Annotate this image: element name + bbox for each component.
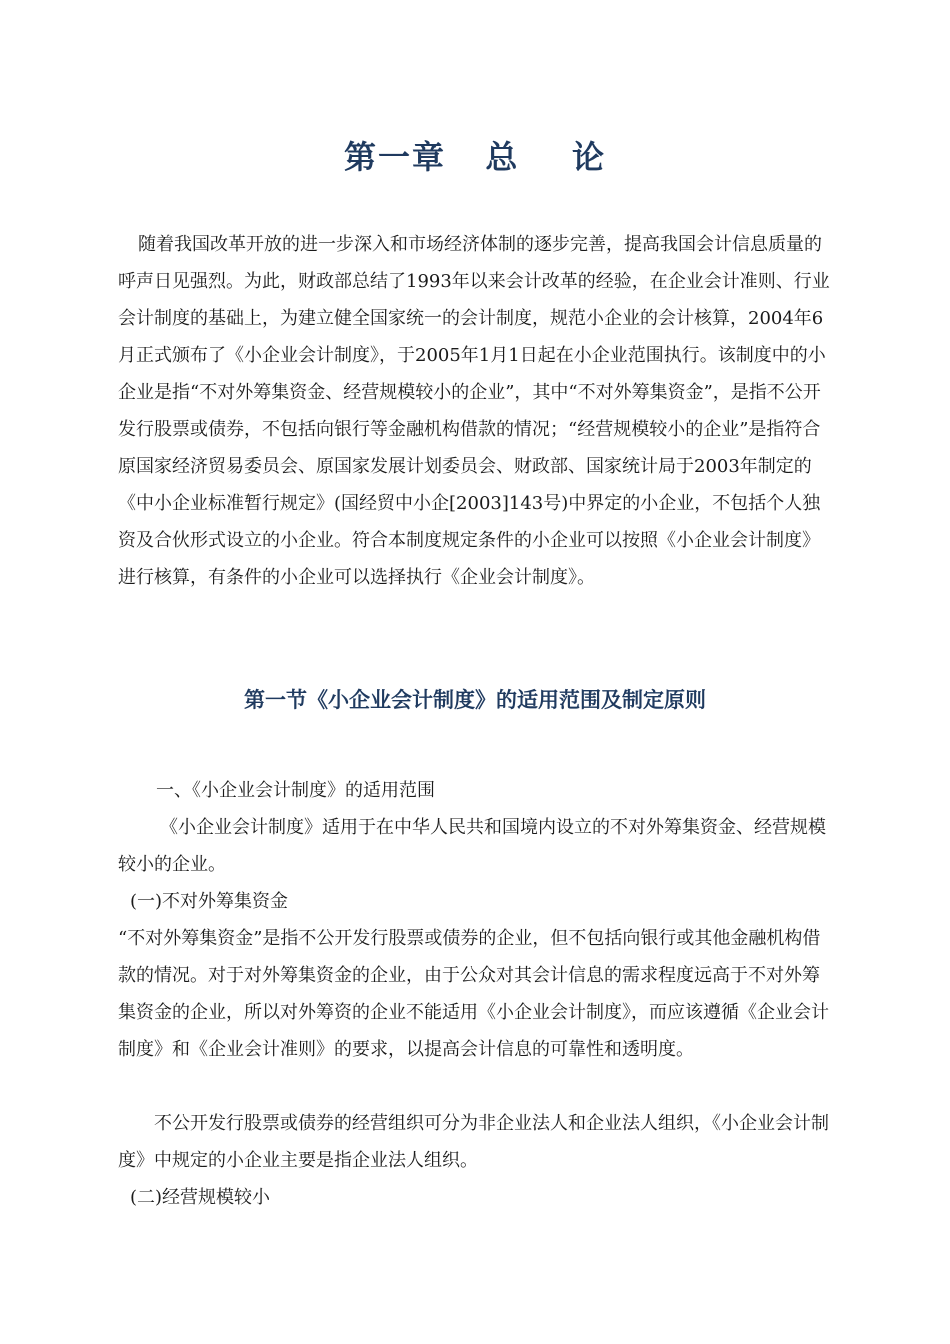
subheading-no-external-funding: (一)不对外筹集资金 <box>130 891 289 912</box>
paragraph-no-external-funding: “不对外筹集资金”是指不公开发行股票或债券的企业，但不包括向银行或其他金融机构借款的情况。对于对外筹集资金的企业，由于公众对其会计信息的需求程度远高于不对外筹集资金的企业，所以对外筹资的企业不能适用《小企业会计制度》，而应该遵循《企业会计制度》和《企业会计准则》的要求，以提高会计信息的可靠性和透明度。 <box>118 928 829 1060</box>
subheading-small-scale: (二)经营规模较小 <box>130 1187 271 1208</box>
section-title: 第一节《小企业会计制度》的适用范围及制定原则 <box>244 687 706 712</box>
paragraph-scope: 《小企业会计制度》适用于在中华人民共和国境内设立的不对外筹集资金、经营规模较小的企业。 <box>118 817 826 875</box>
intro-paragraph: 随着我国改革开放的进一步深入和市场经济体制的逐步完善，提高我国会计信息质量的呼声日见强烈。为此，财政部总结了1993年以来会计改革的经验，在企业会计准则、行业会计制度的基础上，为建立健全国家统一的会计制度，规范小企业的会计核算，2004年6月正式颁布了《小企业会计制度》，于2005年1月1日起在小企业范围执行。该制度中的小企业是指“不对外筹集资金、经营规模较小的企业”，其中“不对外筹集资金”，是指不公开发行股票或债券，不包括向银行等金融机构借款的情况；“经营规模较小的企业”是指符合原国家经济贸易委员会、原国家发展计划委员会、财政部、国家统计局于2003年制定的《中小企业标准暂行规定》(国经贸中小企[2003]143号)中界定的小企业，不包括个人独资及合伙形式设立的小企业。符合本制度规定条件的小企业可以按照《小企业会计制度》进行核算，有条件的小企业可以选择执行《企业会计制度》。 <box>118 234 830 588</box>
paragraph-legal-entities: 不公开发行股票或债券的经营组织可分为非企业法人和企业法人组织，《小企业会计制度》中规定的小企业主要是指企业法人组织。 <box>118 1113 829 1171</box>
chapter-title: 第一章 总 论 <box>344 138 606 176</box>
heading-scope: 一、《小企业会计制度》的适用范围 <box>156 780 435 801</box>
